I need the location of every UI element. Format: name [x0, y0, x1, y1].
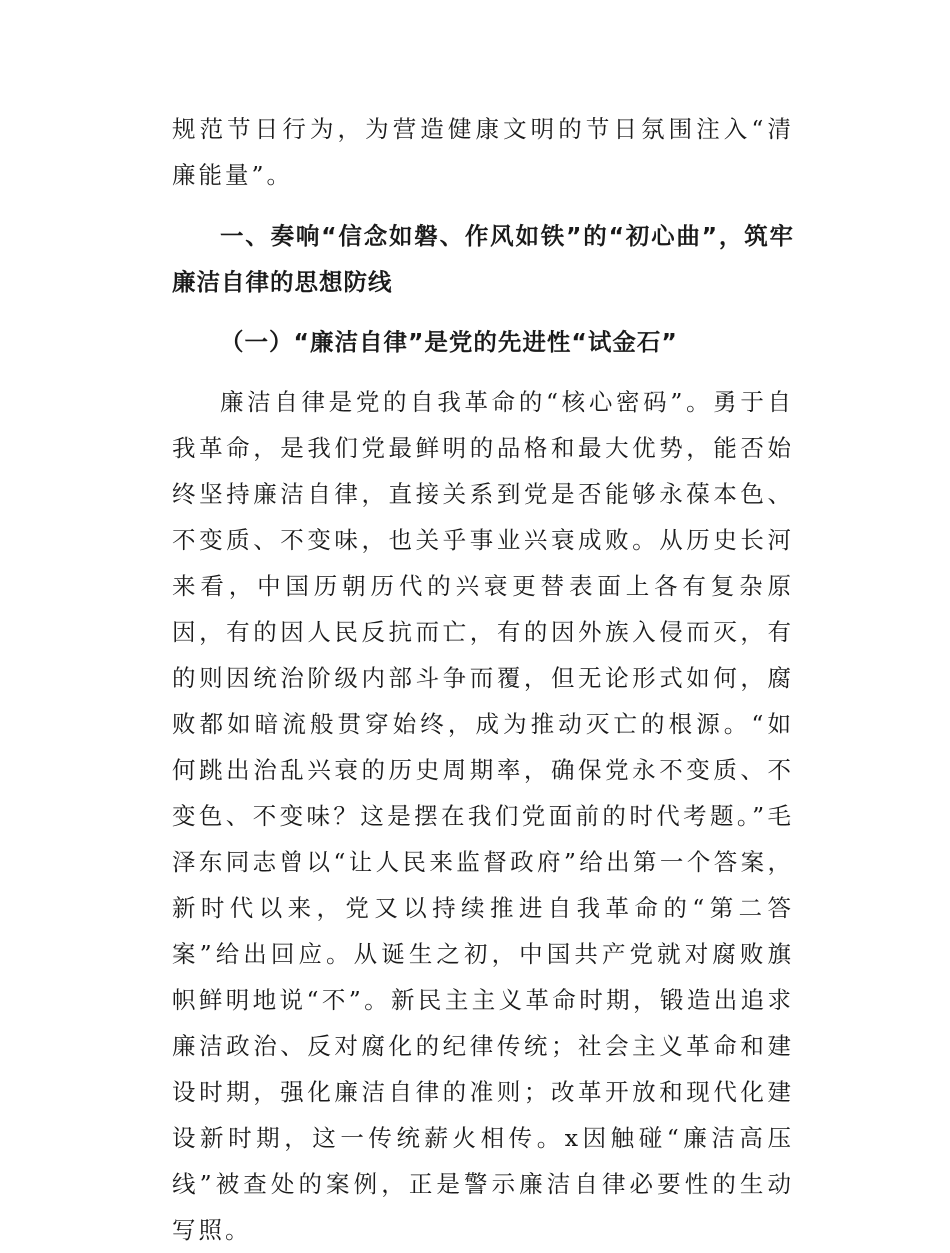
intro-paragraph: 规范节日行为，为营造健康文明的节日氛围注入“清廉能量”。: [172, 115, 794, 189]
section-heading: 一、奏响“信念如磐、作风如铁”的“初心曲”，筑牢廉洁自律的思想防线: [172, 222, 794, 296]
document-body: [172, 106, 794, 1253]
body-paragraph: 廉洁自律是党的自我革命的“核心密码”。勇于自我革命，是我们党最鲜明的品格和最大优势，能否始终坚持廉洁自律，直接关系到党是否能够永葆本色、不变质、不变味，也关乎事业兴衰成败。从历史长河来看，中国历朝历代的兴衰更替表面上各有复杂原因，有的因人民反抗而亡，有的因外族入侵而灭，有的则因统治阶级内部斗争而覆，但无论形式如何，腐败都如暗流般贯穿始终，成为推动灭亡的根源。“如何跳出治乱兴衰的历史周期率，确保党永不变质、不变色、不变味？这是摆在我们党面前的时代考题。”毛泽东同志曾以“让人民来监督政府”给出第一个答案，新时代以来，党又以持续推进自我革命的“第二答案”给出回应。从诞生之初，中国共产党就对腐败旗帜鲜明地说“不”。新民主主义革命时期，锻造出追求廉洁政治、反对腐化的纪律传统；社会主义革命和建设时期，强化廉洁自律的准则；改革开放和现代化建设新时期，这一传统薪火相传。x因触碰“廉洁高压线”被查处的案例，正是警示廉洁自律必要性的生动写照。: [172, 388, 794, 1244]
subsection-heading: （一）“廉洁自律”是党的先进性“试金石”: [220, 328, 678, 356]
